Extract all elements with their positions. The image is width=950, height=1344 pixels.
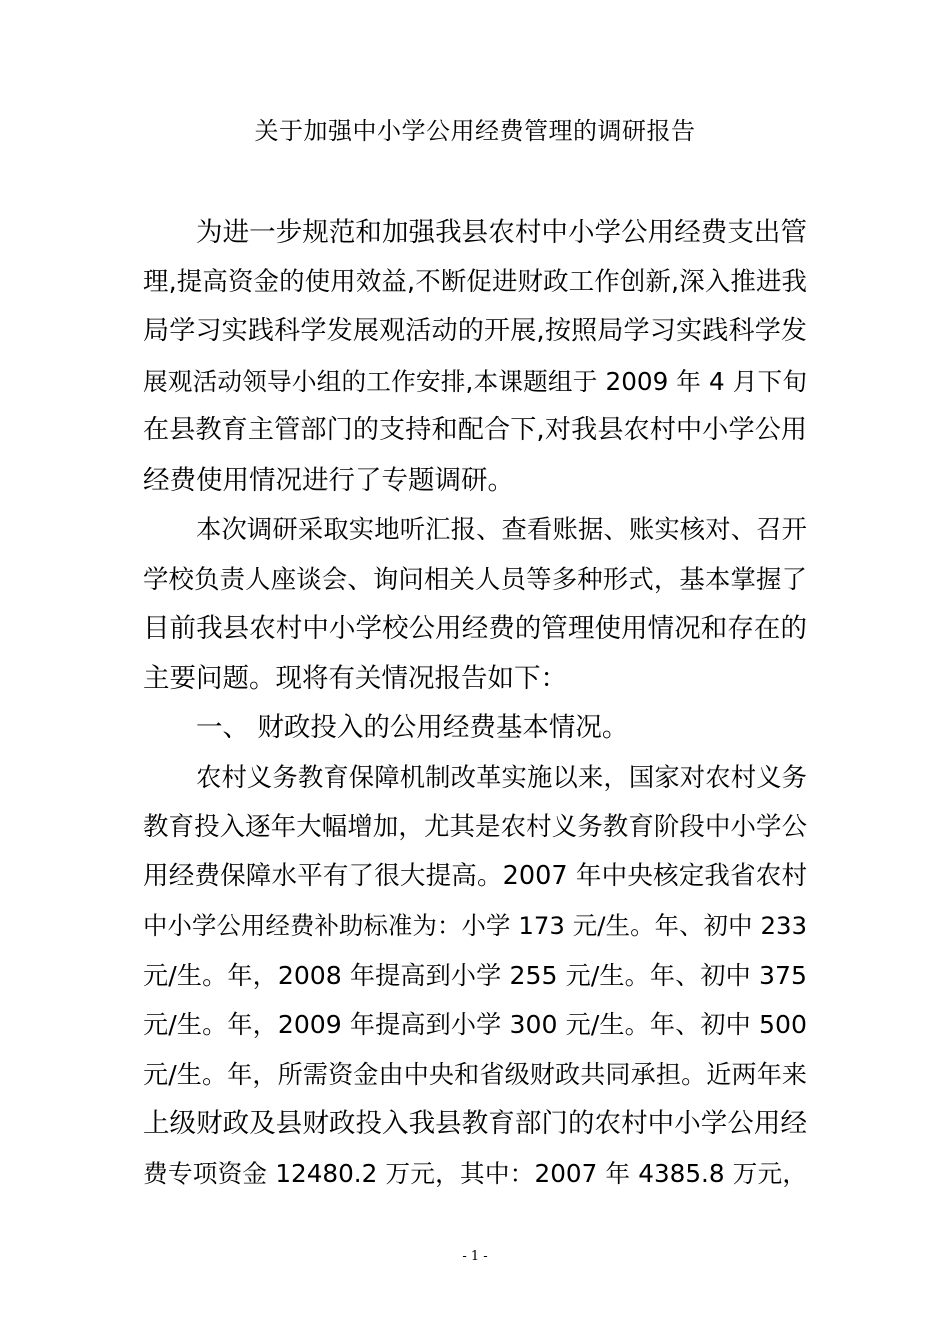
paragraph-1-line-3: 局学习实践科学发展观活动的开展,按照局学习实践科学发 (143, 316, 807, 346)
paragraph-3-line-4: 中小学公用经费补助标准为：小学 173 元/生。年、初中 233 (143, 911, 807, 940)
paragraph-1-line-4: 展观活动领导小组的工作安排,本课题组于 2009 年 4 月下旬 (143, 366, 807, 396)
section-heading-1: 一、 财政投入的公用经费基本情况。 (196, 712, 629, 743)
document-title: 关于加强中小学公用经费管理的调研报告 (254, 117, 696, 145)
page-number: - 1 - (462, 1249, 488, 1264)
paragraph-1-line-6: 经费使用情况进行了专题调研。 (143, 464, 514, 496)
paragraph-3-line-8: 上级财政及县财政投入我县教育部门的农村中小学公用经 (143, 1108, 807, 1139)
document-body (143, 208, 807, 1198)
paragraph-3-line-3: 用经费保障水平有了很大提高。2007 年中央核定我省农村 (143, 860, 807, 891)
paragraph-1-line-5: 在县教育主管部门的支持和配合下,对我县农村中小学公用 (143, 415, 807, 445)
paragraph-3-line-1: 农村义务教育保障机制改革实施以来，国家对农村义务 (196, 761, 807, 792)
paragraph-2-line-2: 学校负责人座谈会、询问相关人员等多种形式，基本掌握了 (143, 563, 807, 594)
paragraph-2-line-1: 本次调研采取实地听汇报、查看账据、账实核对、召开 (196, 514, 807, 544)
paragraph-2-line-3: 目前我县农村中小学校公用经费的管理使用情况和存在的 (143, 613, 807, 644)
paragraph-1-line-1: 为进一步规范和加强我县农村中小学公用经费支出管 (196, 217, 807, 248)
paragraph-1-line-2: 理,提高资金的使用效益,不断促进财政工作创新,深入推进我 (143, 266, 807, 297)
paragraph-3-line-7: 元/生。年，所需资金由中央和省级财政共同承担。近两年来 (143, 1059, 807, 1089)
paragraph-3-line-5: 元/生。年，2008 年提高到小学 255 元/生。年、初中 375 (143, 960, 807, 990)
paragraph-2-line-4: 主要问题。现将有关情况报告如下： (143, 662, 567, 694)
paragraph-3-line-2: 教育投入逐年大幅增加，尤其是农村义务教育阶段中小学公 (143, 811, 807, 841)
paragraph-3-line-6: 元/生。年，2009 年提高到小学 300 元/生。年、初中 500 (143, 1010, 807, 1039)
paragraph-3-line-9: 费专项资金 12480.2 万元，其中：2007 年 4385.8 万元， (143, 1158, 807, 1188)
